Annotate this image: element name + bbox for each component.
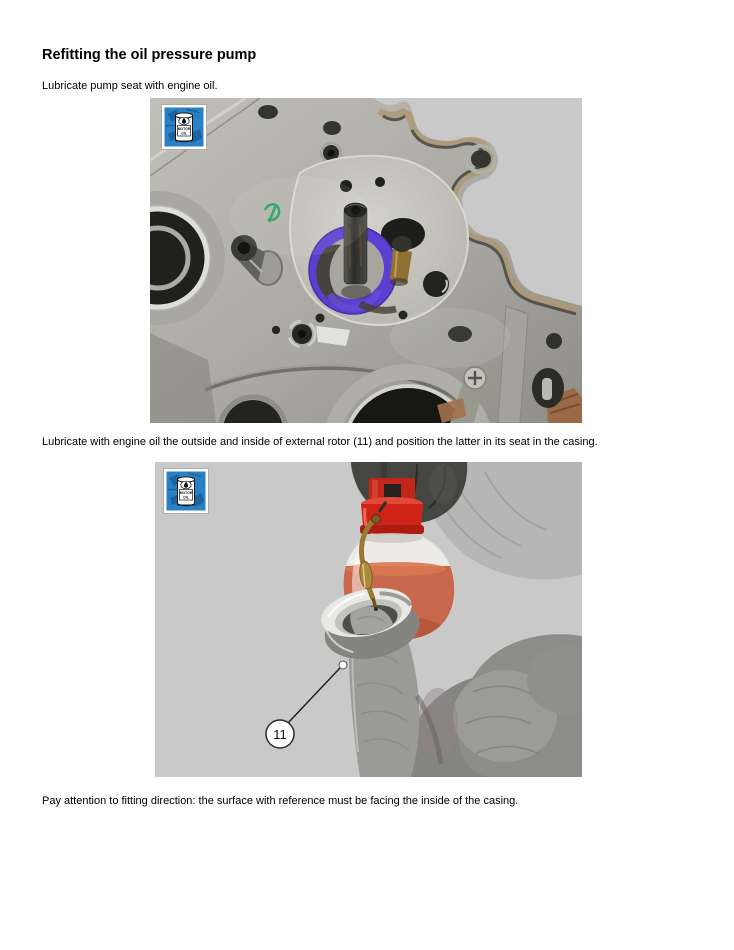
instruction-paragraph-2: Lubricate with engine oil the outside and inside of external rotor (11) and position the latter in its seat in the casing. <box>42 436 598 448</box>
motor-oil-icon <box>164 469 209 514</box>
instruction-paragraph-3: Pay attention to fitting direction: the surface with reference must be facing the inside of the casing. <box>42 795 519 807</box>
svg-text:MOTOR: MOTOR <box>179 491 193 495</box>
svg-text:11: 11 <box>273 727 287 742</box>
svg-text:OIL: OIL <box>181 131 187 136</box>
instruction-paragraph-1: Lubricate pump seat with engine oil. <box>42 80 218 92</box>
crank-bearing-bore <box>150 198 218 318</box>
sheen <box>230 176 370 256</box>
page-title: Refitting the oil pressure pump <box>42 47 257 63</box>
svg-text:OIL: OIL <box>183 495 189 500</box>
sheen <box>390 308 510 368</box>
figure-external-rotor-photo <box>155 462 582 777</box>
svg-text:MOTOR: MOTOR <box>177 127 191 131</box>
figure-oil-pump-seat-photo <box>150 98 582 423</box>
motor-oil-icon <box>162 105 207 150</box>
